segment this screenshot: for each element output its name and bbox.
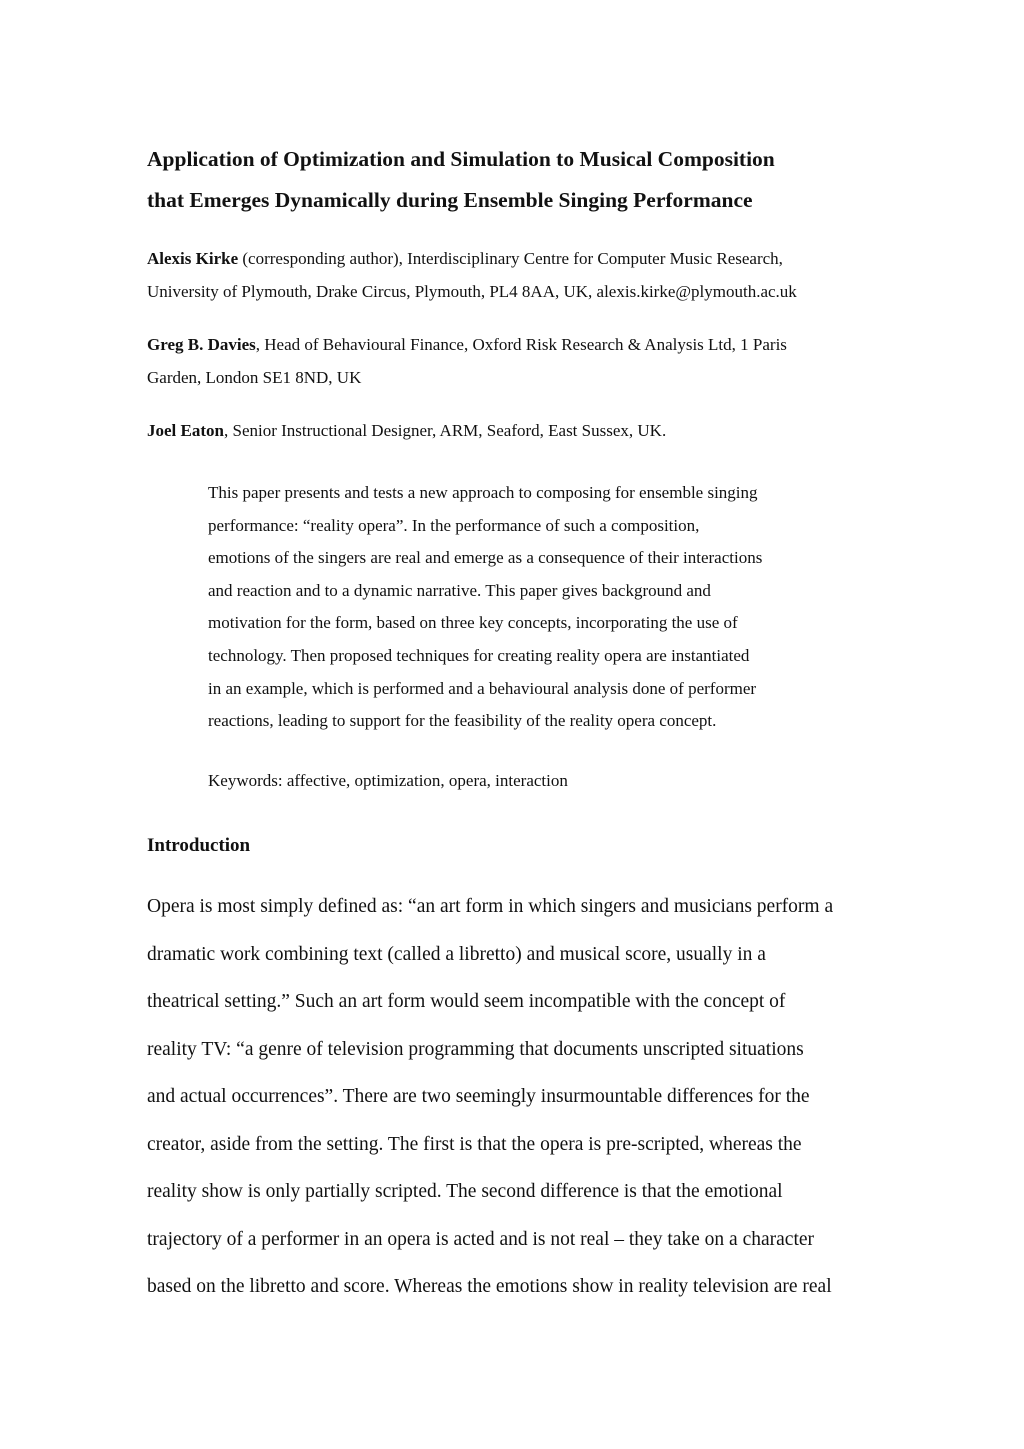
body-line: dramatic work combining text (called a libretto) and musical score, usually in a xyxy=(147,943,766,965)
introduction-body xyxy=(147,883,887,1311)
author-affiliation-davies xyxy=(147,328,907,394)
affiliation-text: (corresponding author), Interdisciplinary Centre for Computer Music Research, xyxy=(238,249,783,268)
abstract-line: This paper presents and tests a new approach to composing for ensemble singing xyxy=(208,483,758,502)
body-line: reality show is only partially scripted. The second difference is that the emotional xyxy=(147,1181,783,1202)
title-line: that Emerges Dynamically during Ensemble Singing Performance xyxy=(147,188,753,212)
affiliation-line xyxy=(147,414,907,447)
section-heading-introduction: Introduction xyxy=(147,835,251,856)
body-line: Opera is most simply defined as: “an art form in which singers and musicians perform a xyxy=(147,896,834,917)
affiliation-line: University of Plymouth, Drake Circus, Plymouth, PL4 8AA, UK, alexis.kirke@plymouth.ac.uk xyxy=(147,282,797,301)
abstract-line: emotions of the singers are real and emerge as a consequence of their interactions xyxy=(208,548,763,568)
author-affiliation-eaton xyxy=(147,414,907,447)
affiliation-text: , Head of Behavioural Finance, Oxford Risk Research & Analysis Ltd, 1 Paris xyxy=(255,335,787,354)
affiliation-line xyxy=(147,328,907,361)
abstract-line: reactions, leading to support for the feasibility of the reality opera concept. xyxy=(208,711,717,731)
paper-title xyxy=(147,139,907,221)
body-line: based on the libretto and score. Whereas the emotions show in reality television are real xyxy=(147,1276,832,1297)
affiliation-line xyxy=(147,242,907,275)
title-line: Application of Optimization and Simulation to Musical Composition xyxy=(147,147,775,171)
abstract xyxy=(208,477,868,738)
author-affiliation-kirke xyxy=(147,242,907,308)
author-name: Joel Eaton xyxy=(147,421,224,440)
author-name: Greg B. Davies xyxy=(147,335,256,354)
abstract-line: in an example, which is performed and a behavioural analysis done of performer xyxy=(208,678,757,698)
abstract-line: technology. Then proposed techniques for creating reality opera are instantiated xyxy=(208,645,750,665)
body-line: trajectory of a performer in an opera is acted and is not real – they take on a character xyxy=(147,1228,815,1250)
body-line: theatrical setting.” Such an art form would seem incompatible with the concept of xyxy=(147,991,786,1012)
abstract-line: and reaction and to a dynamic narrative. This paper gives background and xyxy=(208,580,711,600)
keywords: Keywords: affective, optimization, opera, interaction xyxy=(208,771,568,790)
abstract-line: performance: “reality opera”. In the performance of such a composition, xyxy=(208,515,700,535)
body-line: and actual occurrences”. There are two seemingly insurmountable differences for the xyxy=(147,1086,810,1107)
body-line: creator, aside from the setting. The first is that the opera is pre-scripted, whereas the xyxy=(147,1133,802,1155)
abstract-line: motivation for the form, based on three key concepts, incorporating the use of xyxy=(208,613,738,633)
affiliation-line: Garden, London SE1 8ND, UK xyxy=(147,368,362,387)
body-line: reality TV: “a genre of television programming that documents unscripted situations xyxy=(147,1038,804,1060)
author-name: Alexis Kirke xyxy=(147,249,239,268)
affiliation-text: , Senior Instructional Designer, ARM, Seaford, East Sussex, UK. xyxy=(223,421,667,440)
